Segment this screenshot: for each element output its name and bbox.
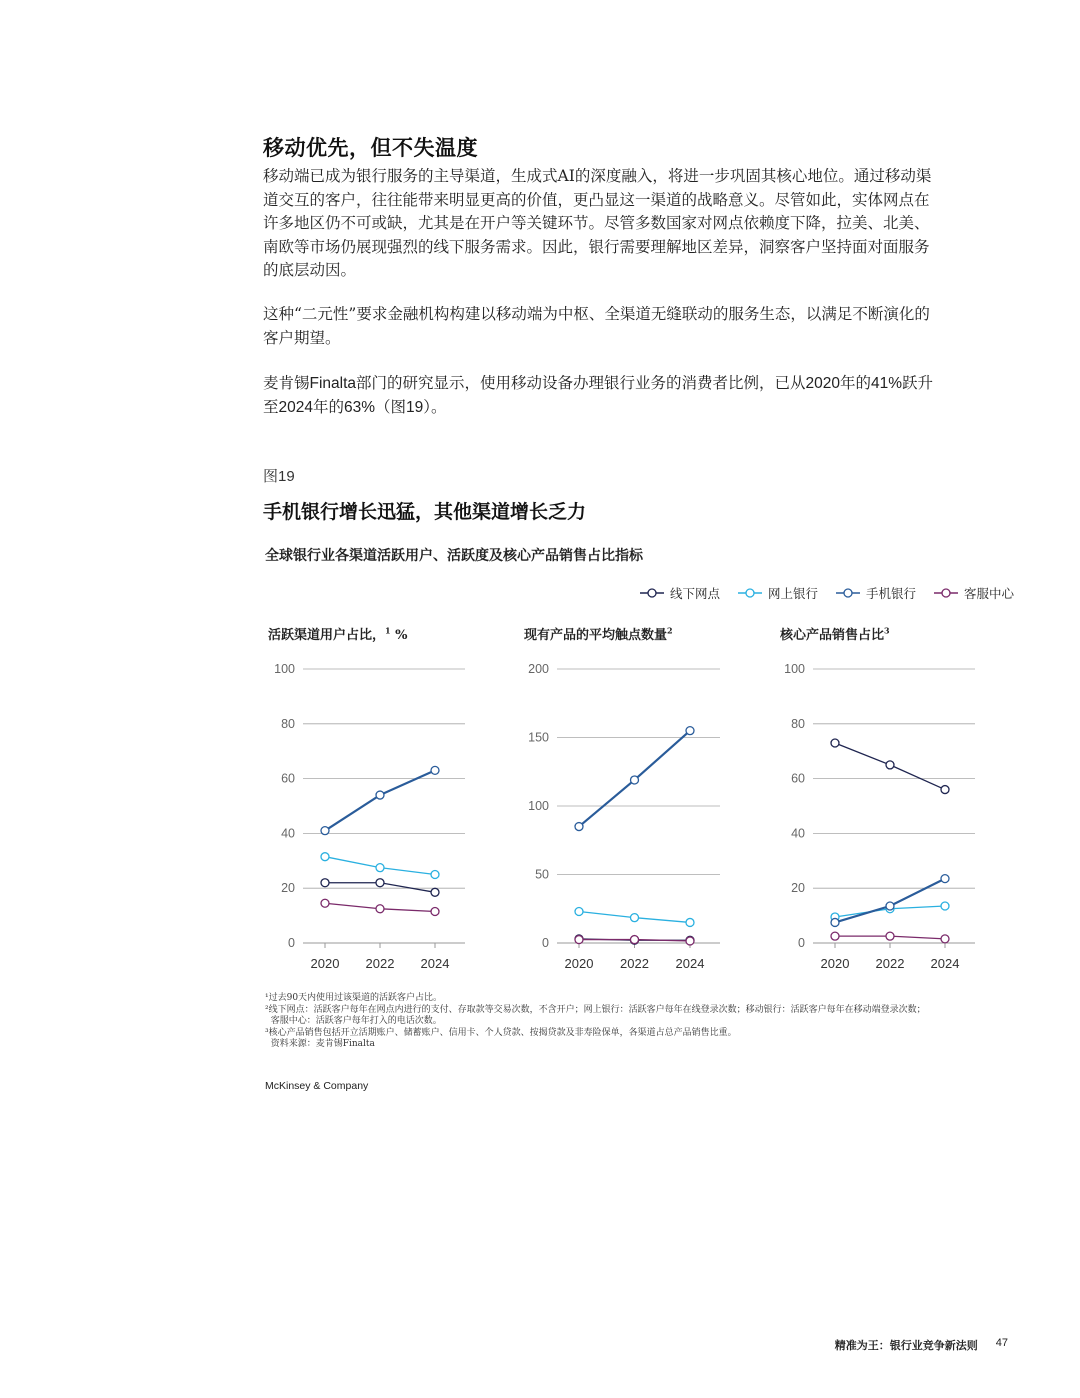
data-point — [575, 935, 583, 943]
brand-name: McKinsey & Company — [265, 1080, 369, 1092]
data-point — [321, 899, 329, 907]
source-note: 资料来源：麦肯锡Finalta — [265, 1039, 375, 1049]
series-line — [835, 906, 945, 917]
y-tick-label: 40 — [281, 826, 295, 841]
figure-subtitle: 全球银行业各渠道活跃用户、活跃度及核心产品销售占比指标 — [265, 548, 643, 564]
data-point — [831, 932, 839, 940]
y-tick-label: 80 — [791, 716, 805, 731]
data-point — [686, 918, 694, 926]
y-tick-label: 0 — [288, 936, 295, 950]
figure-title: 手机银行增长迅猛，其他渠道增长乏力 — [263, 501, 587, 523]
data-point — [631, 914, 639, 922]
panel-title-sup: 2 — [667, 625, 673, 636]
data-point — [941, 875, 949, 883]
data-point — [686, 727, 694, 735]
series-line — [835, 879, 945, 923]
data-point — [886, 905, 894, 913]
x-tick-label: 2022 — [875, 956, 905, 971]
data-point — [631, 936, 639, 944]
series-line — [835, 936, 945, 939]
figure-label: 图19 — [263, 468, 295, 485]
panel-title-suffix: % — [390, 628, 408, 643]
legend-item-online — [738, 584, 818, 602]
y-tick-label: 50 — [535, 867, 549, 882]
chart-legend — [640, 584, 1014, 602]
series-line — [579, 939, 690, 940]
series-line — [325, 857, 435, 875]
y-tick-label: 80 — [281, 716, 295, 731]
series-line — [325, 903, 435, 911]
data-point — [321, 879, 329, 887]
footnote-3: ³核心产品销售包括开立活期账户、储蓄账户、信用卡、个人贷款、按揭贷款及非寿险保单，各渠道占总产品销售比重。 — [265, 1027, 737, 1038]
data-point — [886, 761, 894, 769]
data-point — [631, 776, 639, 784]
series-line — [579, 940, 690, 941]
data-point — [831, 913, 839, 921]
data-point — [431, 766, 439, 774]
paragraph-2: 这种“二元性”要求金融机构构建以移动端为中枢、全渠道无缝联动的服务生态，以满足不断演化的客户期望。 — [263, 305, 930, 347]
data-point — [631, 936, 639, 944]
y-tick-label: 100 — [274, 662, 295, 676]
y-tick-label: 40 — [791, 826, 805, 841]
data-point — [376, 864, 384, 872]
data-point — [431, 871, 439, 879]
legend-label-callcenter: 客服中心 — [964, 586, 1015, 601]
footnote-2: ²线下网点：活跃客户每年在网点内进行的支付、存取款等交易次数，不含开户；网上银行：活跃客户每年在线登录次数；移动银行：活跃客户每年在移动端登录次数； — [265, 1004, 926, 1015]
section-heading: 移动优先，但不失温度 — [263, 135, 478, 160]
panel-title-text: 现有产品的平均触点数量 — [524, 628, 668, 643]
y-tick-label: 100 — [784, 662, 805, 676]
data-point — [941, 786, 949, 794]
legend-label-online: 网上银行 — [768, 586, 819, 601]
x-tick-label: 2020 — [310, 956, 340, 971]
x-tick-label: 2020 — [820, 956, 850, 971]
legend-swatch-branch-icon — [640, 587, 664, 599]
series-line — [325, 770, 435, 830]
y-tick-label: 150 — [528, 730, 549, 745]
y-tick-label: 20 — [281, 881, 295, 896]
legend-label-mobile: 手机银行 — [866, 586, 917, 601]
series-line — [325, 883, 435, 893]
legend-item-branch — [640, 584, 720, 602]
footnote-2-cont: 客服中心：活跃客户每年打入的电话次数。 — [265, 1016, 442, 1026]
footnotes — [265, 993, 1005, 1051]
legend-item-mobile — [836, 584, 916, 602]
data-point — [321, 853, 329, 861]
data-point — [575, 907, 583, 915]
y-tick-label: 0 — [798, 936, 805, 950]
data-point — [431, 888, 439, 896]
footnote-1: ¹过去90天内使用过该渠道的活跃客户占比。 — [265, 993, 443, 1003]
panel-title-text: 活跃渠道用户占比， — [268, 628, 386, 643]
footer-title: 精准为王：银行业竞争新法则 — [834, 1339, 978, 1352]
legend-swatch-online-icon — [738, 587, 762, 599]
data-point — [686, 937, 694, 945]
data-point — [575, 936, 583, 944]
data-point — [376, 791, 384, 799]
data-point — [886, 932, 894, 940]
data-point — [686, 936, 694, 944]
page-footer — [835, 1337, 1008, 1353]
panel-title-active-users — [268, 624, 407, 643]
page-number: 47 — [995, 1337, 1008, 1349]
y-tick-label: 0 — [542, 936, 549, 950]
series-line — [835, 743, 945, 790]
series-line — [579, 731, 690, 827]
data-point — [575, 823, 583, 831]
paragraph-1: 移动端已成为银行服务的主导渠道，生成式AI的深度融入，将进一步巩固其核心地位。通过移动渠道交互的客户，往往能带来明显更高的价值，更凸显这一渠道的战略意义。尽管如此，实体网点在许多地区仍不可或缺，尤其是在开户等关键环节。尽管多数国家对网点依赖度下降，拉美、北美、南欧等市场仍展现强烈的线下服务需求。因此，银行需要理解地区差异，洞察客户坚持面对面服务的底层动因。 — [263, 167, 932, 279]
y-tick-label: 100 — [528, 799, 549, 813]
paragraph-3: 麦肯锡Finalta部门的研究显示，使用移动设备办理银行业务的消费者比例，已从2020年的41%跃升至2024年的63%（图19）。 — [263, 375, 934, 416]
y-tick-label: 60 — [791, 771, 805, 786]
series-line — [579, 911, 690, 922]
data-point — [831, 918, 839, 926]
legend-label-branch: 线下网点 — [670, 586, 721, 601]
panel-title-sup: 1 — [385, 625, 391, 636]
data-point — [941, 935, 949, 943]
data-point — [431, 907, 439, 915]
legend-swatch-mobile-icon — [836, 587, 860, 599]
x-tick-label: 2022 — [365, 956, 395, 971]
x-tick-label: 2022 — [620, 956, 649, 971]
data-point — [831, 739, 839, 747]
legend-swatch-callcenter-icon — [934, 587, 958, 599]
panel-title-sales-share — [780, 624, 890, 643]
data-point — [321, 827, 329, 835]
x-tick-label: 2024 — [675, 956, 705, 971]
data-point — [376, 879, 384, 887]
data-point — [941, 902, 949, 910]
x-tick-label: 2024 — [930, 956, 960, 971]
y-tick-label: 20 — [791, 881, 805, 896]
x-tick-label: 2024 — [420, 956, 450, 971]
y-tick-label: 200 — [528, 662, 549, 676]
panel-title-sup: 3 — [884, 625, 890, 636]
panel-title-text: 核心产品销售占比 — [780, 628, 885, 643]
data-point — [886, 902, 894, 910]
data-point — [376, 905, 384, 913]
panel-title-touchpoints — [524, 624, 673, 643]
legend-item-callcenter — [934, 584, 1014, 602]
x-tick-label: 2020 — [564, 956, 594, 971]
y-tick-label: 60 — [281, 771, 295, 786]
